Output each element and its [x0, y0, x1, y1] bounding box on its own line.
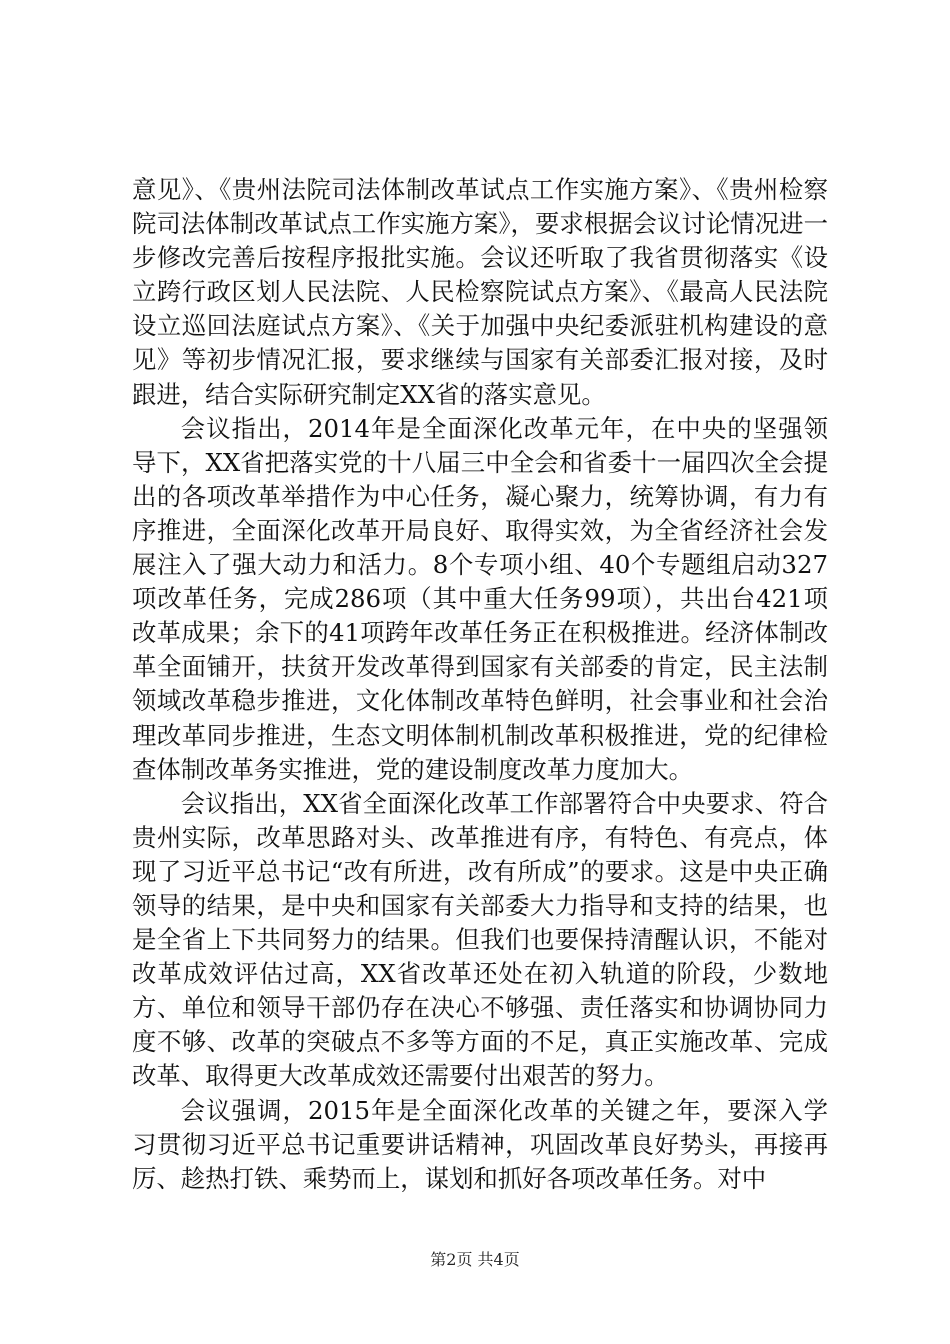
paragraph-4: 会议强调，2015年是全面深化改革的关键之年，要深入学习贯彻习近平总书记重要讲话精神，巩固改革良好势头，再接再厉、趁热打铁、乘势而上，谋划和抓好各项改革任务。对中 — [132, 1095, 828, 1193]
paragraph-2: 会议指出，2014年是全面深化改革元年，在中央的坚强领导下，XX省把落实党的十八届三中全会和省委十一届四次全会提出的各项改革举措作为中心任务，凝心聚力，统筹协调，有力有序推进，全面深化改革开局良好、取得实效，为全省经济社会发展注入了强大动力和活力。8个专项小组、40个专题组启动327项改革任务，完成286项（其中重大任务99项），共出台421项改革成果；余下的41项跨年改革任务正在积极推进。经济体制改革全面铺开，扶贫开发改革得到国家有关部委的肯定，民主法制领域改革稳步推进，文化体制改革特色鲜明，社会事业和社会治理改革同步推进，生态文明体制机制改革积极推进，党的纪律检查体制改革务实推进，党的建设制度改革力度加大。 — [132, 413, 828, 784]
document-body — [132, 173, 828, 1196]
page-number-footer: 第2页 共4页 — [430, 1250, 520, 1269]
paragraph-3: 会议指出，XX省全面深化改革工作部署符合中央要求、符合贵州实际，改革思路对头、改革推进有序，有特色、有亮点，体现了习近平总书记“改有所进，改有所成”的要求。这是中央正确领导的结果，是中央和国家有关部委大力指导和支持的结果，也是全省上下共同努力的结果。但我们也要保持清醒认识，不能对改革成效评估过高，XX省改革还处在初入轨道的阶段，少数地方、单位和领导干部仍存在决心不够强、责任落实和协调协同力度不够、改革的突破点不多等方面的不足，真正实施改革、完成改革、取得更大改革成效还需要付出艰苦的努力。 — [132, 788, 828, 1091]
paragraph-1: 意见》、《贵州法院司法体制改革试点工作实施方案》、《贵州检察院司法体制改革试点工作实施方案》，要求根据会议讨论情况进一步修改完善后按程序报批实施。会议还听取了我省贯彻落实《设立跨行政区划人民法院、人民检察院试点方案》、《最高人民法院设立巡回法庭试点方案》、《关于加强中央纪委派驻机构建设的意见》等初步情况汇报，要求继续与国家有关部委汇报对接，及时跟进，结合实际研究制定XX省的落实意见。 — [132, 175, 828, 409]
